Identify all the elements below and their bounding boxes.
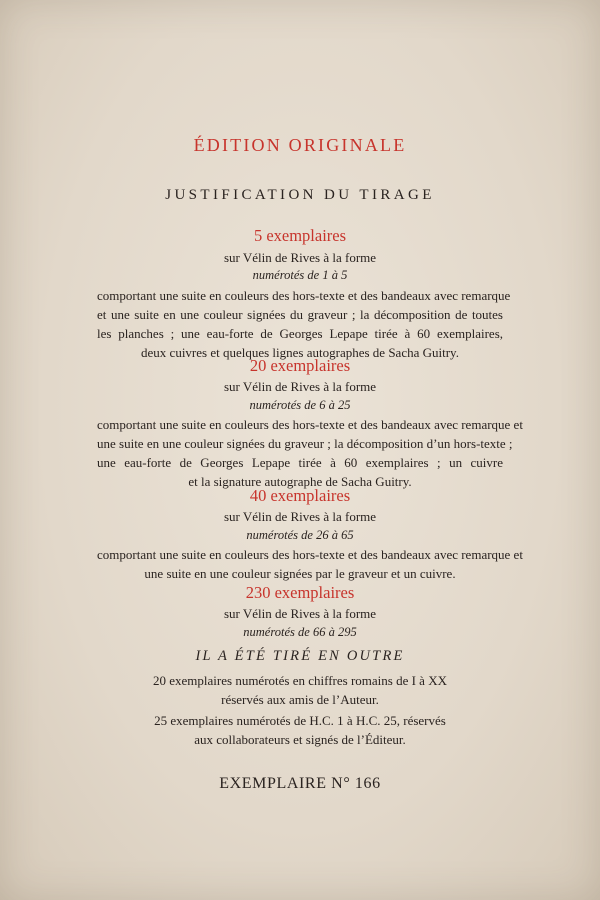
additional-printing-line: aux collaborateurs et signés de l’Éditeur. [194, 732, 406, 747]
description-line: une eau-forte de Georges Lepape tirée à 60 exemplaires ; un cuivre [97, 455, 503, 470]
section-description [97, 286, 511, 362]
section-description [97, 415, 523, 491]
description-line: comportant une suite en couleurs des hors-texte et des bandeaux avec remarque et [97, 547, 523, 562]
section-paper: sur Vélin de Rives à la forme [223, 250, 377, 265]
section-paper: sur Vélin de Rives à la forme [223, 509, 377, 524]
description-line: comportant une suite en couleurs des hors-texte et des bandeaux avec remarque [97, 288, 511, 303]
description-line: une suite en une couleur signées du graveur ; la décomposition d’un hors-texte ; [97, 436, 513, 451]
section-numbering: numérotés de 26 à 65 [246, 528, 354, 542]
section-paper: sur Vélin de Rives à la forme [223, 606, 377, 621]
description-line: et une suite en une couleur signées du graveur ; la décomposition de toutes [97, 307, 503, 322]
additional-printing-heading: IL A ÉTÉ TIRÉ EN OUTRE [195, 648, 405, 664]
section-count: 230 exemplaires [245, 583, 355, 602]
description-line: comportant une suite en couleurs des hors-texte et des bandeaux avec remarque et [97, 417, 523, 432]
description-line: et la signature autographe de Sacha Guitry. [188, 474, 412, 489]
edition-title: ÉDITION ORIGINALE [193, 135, 407, 155]
print-run-heading: JUSTIFICATION DU TIRAGE [165, 187, 435, 203]
description-line: deux cuivres et quelques lignes autographes de Sacha Guitry. [141, 345, 459, 360]
section-count: 40 exemplaires [249, 486, 351, 505]
description-line: une suite en une couleur signées par le graveur et un cuivre. [144, 566, 456, 581]
section-count: 5 exemplaires [253, 226, 347, 245]
additional-printing-line: 20 exemplaires numérotés en chiffres romains de I à XX [153, 673, 447, 688]
section-numbering: numérotés de 6 à 25 [249, 398, 351, 412]
section-numbering: numérotés de 1 à 5 [252, 268, 348, 282]
section-count: 20 exemplaires [249, 356, 351, 375]
section-description [97, 545, 523, 583]
description-line: les planches ; une eau-forte de Georges Lepape tirée à 60 exemplaires, [97, 326, 503, 341]
additional-printing-line: réservés aux amis de l’Auteur. [221, 692, 379, 707]
section-paper: sur Vélin de Rives à la forme [223, 379, 377, 394]
section-numbering: numérotés de 66 à 295 [243, 625, 357, 639]
copy-number: EXEMPLAIRE N° 166 [219, 775, 381, 792]
additional-printing-line: 25 exemplaires numérotés de H.C. 1 à H.C. 25, réservés [154, 713, 446, 728]
